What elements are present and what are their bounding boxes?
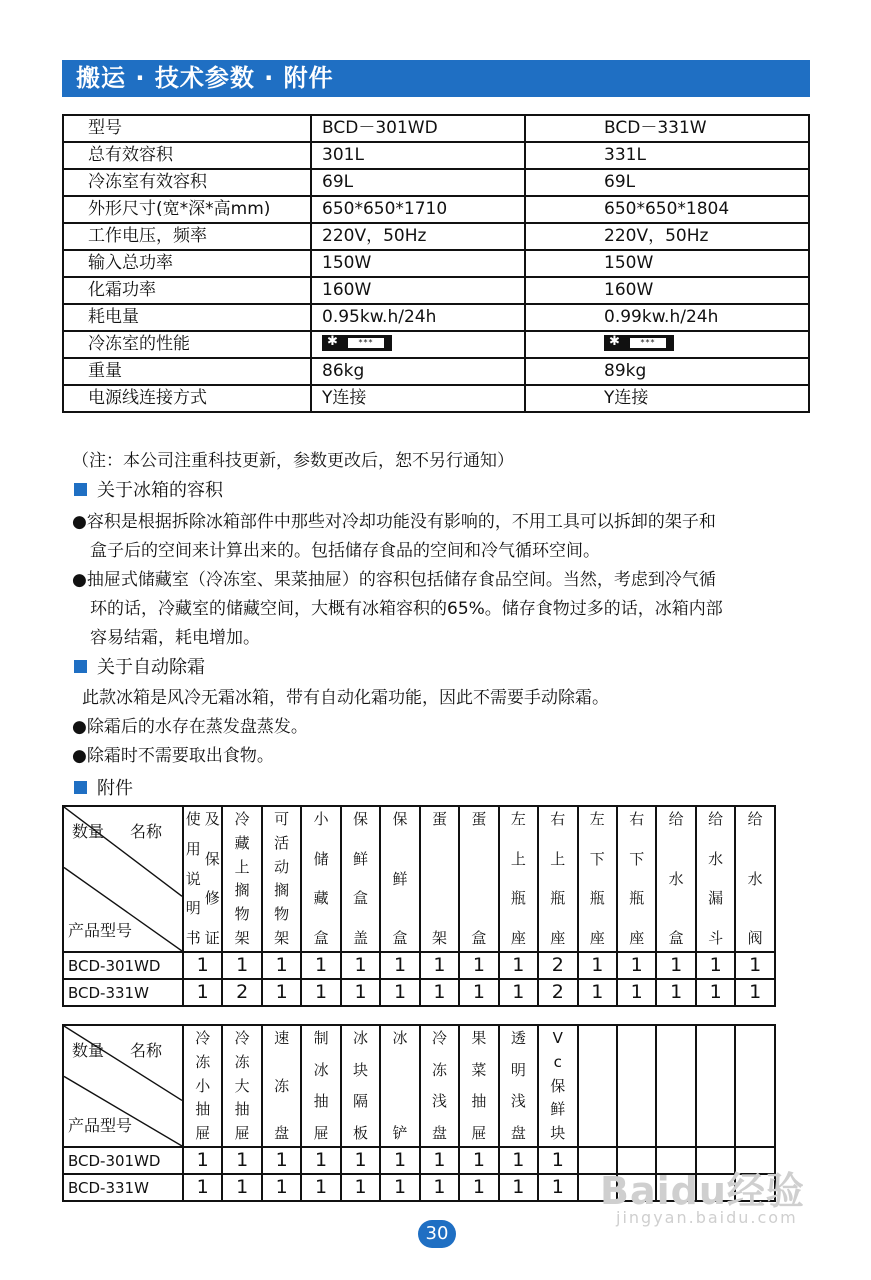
accessory-name-cell xyxy=(617,1025,656,1147)
accessory-name-cell xyxy=(262,806,301,952)
accessory-name xyxy=(736,1026,774,1146)
accessory-quantity: 1 xyxy=(420,1147,459,1174)
accessory-name-cell xyxy=(538,1025,577,1147)
accessory-name-cell xyxy=(301,806,340,952)
accessory-name: 冷 冻 小 抽 屉 xyxy=(195,1029,211,1142)
accessory-header-cell xyxy=(63,1025,183,1147)
star-small: *** xyxy=(348,338,384,348)
accessory-quantity: 1 xyxy=(183,1174,222,1201)
accessory-name-cell xyxy=(222,806,261,952)
accessory-quantity: 1 xyxy=(301,952,340,979)
accessory-quantity: 1 xyxy=(262,979,301,1006)
bullet-capacity-line-2: 盒子后的空间来计算出来的。包括储存食品的空间和冷气循环空间。 xyxy=(90,541,600,561)
accessory-name: 保 鲜 盒 xyxy=(392,810,408,947)
spec-label: 冷冻室的性能 xyxy=(63,331,311,358)
accessory-name: 左 上 瓶 座 xyxy=(510,810,526,947)
accessory-quantity: 1 xyxy=(341,1147,380,1174)
accessory-name-cell xyxy=(341,1025,380,1147)
accessory-quantity: 1 xyxy=(459,1174,498,1201)
spec-row xyxy=(63,169,809,196)
accessory-quantity: 1 xyxy=(222,952,261,979)
accessory-quantity: 1 xyxy=(341,952,380,979)
accessory-row xyxy=(63,952,775,979)
spec-value-bcd301wd: 301L xyxy=(311,142,525,169)
star-small: *** xyxy=(630,338,666,348)
bullet-capacity-line-1: ●容积是根据拆除冰箱部件中那些对冷却功能没有影响的，不用工具可以拆卸的架子和 xyxy=(72,512,716,532)
accessory-name: 小 储 藏 盒 xyxy=(313,810,329,947)
accessory-quantity: 1 xyxy=(696,979,735,1006)
accessory-header-cell xyxy=(63,806,183,952)
spec-row xyxy=(63,385,809,412)
spec-value-bcd301wd: 69L xyxy=(311,169,525,196)
square-bullet-icon xyxy=(74,483,87,496)
spec-label: 电源线连接方式 xyxy=(63,385,311,412)
accessory-name-cell xyxy=(578,806,617,952)
bullet-defrost-water: ●除霜后的水存在蒸发盘蒸发。 xyxy=(72,717,308,737)
accessory-name-cell xyxy=(380,806,419,952)
accessory-name: 果 菜 抽 屉 xyxy=(471,1029,487,1142)
accessory-name-cell xyxy=(459,806,498,952)
section-heading-accessories xyxy=(74,778,133,800)
accessory-quantity: 1 xyxy=(380,952,419,979)
note-text: （注：本公司注重科技更新，参数更改后，恕不另行通知） xyxy=(72,451,514,471)
spec-row xyxy=(63,304,809,331)
accessory-name-cell xyxy=(656,806,695,952)
header-name: 名称 xyxy=(130,822,163,841)
accessory-quantity: 2 xyxy=(538,979,577,1006)
accessory-quantity: 1 xyxy=(301,1147,340,1174)
spec-value-bcd301wd: 160W xyxy=(311,277,525,304)
spec-value-bcd331w: 89kg xyxy=(525,358,809,385)
spec-value-bcd331w: 69L xyxy=(525,169,809,196)
header-name: 名称 xyxy=(130,1041,163,1060)
accessory-name-cell xyxy=(341,806,380,952)
accessory-name-cell xyxy=(262,1025,301,1147)
accessory-header-row xyxy=(63,1025,775,1147)
header-model: 产品型号 xyxy=(68,921,133,940)
accessory-model: BCD-331W xyxy=(63,1174,183,1201)
accessory-quantity: 1 xyxy=(380,1147,419,1174)
accessory-name: 左 下 瓶 座 xyxy=(589,810,605,947)
accessory-quantity: 1 xyxy=(735,952,775,979)
spec-row xyxy=(63,331,809,358)
freezer-star-rating-icon xyxy=(604,335,674,351)
spec-value-bcd301wd: Y连接 xyxy=(311,385,525,412)
spec-value-bcd331w xyxy=(525,331,809,358)
spec-label: 输入总功率 xyxy=(63,250,311,277)
accessory-quantity: 1 xyxy=(499,1174,538,1201)
accessory-name: 保 鲜 盒 盖 xyxy=(353,810,369,947)
accessory-quantity: 1 xyxy=(420,952,459,979)
accessory-quantity: 1 xyxy=(459,979,498,1006)
section-heading-text: 关于冰箱的容积 xyxy=(97,480,223,501)
square-bullet-icon xyxy=(74,660,87,673)
accessory-name: 冷 冻 大 抽 屉 xyxy=(234,1029,250,1142)
square-bullet-icon xyxy=(74,781,87,794)
accessory-name: 右 下 瓶 座 xyxy=(629,810,645,947)
accessory-quantity: 1 xyxy=(420,979,459,1006)
accessory-name: 透 明 浅 盘 xyxy=(510,1029,526,1142)
accessory-name: 冰 块 隔 板 xyxy=(353,1029,369,1142)
accessory-table-1 xyxy=(62,805,776,1007)
accessory-quantity: 1 xyxy=(578,952,617,979)
watermark-logo: Baidu经验 xyxy=(600,1169,805,1213)
accessory-name-cell xyxy=(420,1025,459,1147)
accessory-name-cell xyxy=(222,1025,261,1147)
accessory-name-cell xyxy=(499,1025,538,1147)
spec-row xyxy=(63,115,809,142)
accessory-quantity: 2 xyxy=(538,952,577,979)
accessory-model: BCD-301WD xyxy=(63,952,183,979)
bullet-drawer-line-2: 环的话，冷藏室的储藏空间，大概有冰箱容积的65%。储存食物过多的话，冰箱内部 xyxy=(90,599,723,619)
defrost-paragraph: 此款冰箱是风冷无霜冰箱，带有自动化霜功能，因此不需要手动除霜。 xyxy=(82,688,609,708)
bullet-drawer-line-1: ●抽屉式储藏室（冷冻室、果菜抽屉）的容积包括储存食品空间。当然，考虑到冷气循 xyxy=(72,570,716,590)
accessory-quantity: 1 xyxy=(420,1174,459,1201)
star-big: ✱ xyxy=(327,334,338,349)
accessory-quantity: 1 xyxy=(696,952,735,979)
accessory-name: 制 冰 抽 屉 xyxy=(313,1029,329,1142)
spec-value-bcd301wd: 220V，50Hz xyxy=(311,223,525,250)
page-number: 30 xyxy=(418,1220,456,1248)
spec-value-bcd301wd: BCD－301WD xyxy=(311,115,525,142)
accessory-quantity: 1 xyxy=(222,1147,261,1174)
accessory-name: 蛋 架 xyxy=(431,810,447,947)
spec-value-bcd331w: 0.99kw.h/24h xyxy=(525,304,809,331)
accessory-name: 速 冻 盘 xyxy=(274,1029,290,1142)
accessory-quantity: 1 xyxy=(301,1174,340,1201)
star-big: ✱ xyxy=(609,334,620,349)
accessory-quantity: 1 xyxy=(222,1174,261,1201)
spec-value-bcd331w: Y连接 xyxy=(525,385,809,412)
header-model: 产品型号 xyxy=(68,1116,133,1135)
spec-label: 重量 xyxy=(63,358,311,385)
spec-row xyxy=(63,358,809,385)
spec-value-bcd301wd: 650*650*1710 xyxy=(311,196,525,223)
spec-table xyxy=(62,114,810,413)
accessory-quantity: 1 xyxy=(578,979,617,1006)
spec-value-bcd331w: 331L xyxy=(525,142,809,169)
accessory-name xyxy=(697,1026,734,1146)
accessory-model: BCD-331W xyxy=(63,979,183,1006)
spec-row xyxy=(63,223,809,250)
spec-label: 化霜功率 xyxy=(63,277,311,304)
accessory-row xyxy=(63,979,775,1006)
accessory-quantity: 1 xyxy=(183,952,222,979)
accessory-name: 给 水 漏 斗 xyxy=(708,810,724,947)
spec-row xyxy=(63,196,809,223)
spec-value-bcd301wd: 0.95kw.h/24h xyxy=(311,304,525,331)
accessory-quantity: 1 xyxy=(262,1174,301,1201)
accessory-quantity: 1 xyxy=(656,979,695,1006)
accessory-quantity: 1 xyxy=(538,1147,577,1174)
spec-value-bcd331w: 160W xyxy=(525,277,809,304)
accessory-quantity: 1 xyxy=(499,952,538,979)
accessory-name-cell xyxy=(696,1025,735,1147)
spec-label: 耗电量 xyxy=(63,304,311,331)
accessory-name: 给 水 阀 xyxy=(747,810,763,947)
section-heading-text: 关于自动除霜 xyxy=(97,657,205,678)
accessory-name-cell xyxy=(301,1025,340,1147)
freezer-star-rating-icon xyxy=(322,335,392,351)
accessory-quantity: 1 xyxy=(341,1174,380,1201)
accessory-name-cell xyxy=(380,1025,419,1147)
accessory-name-cell xyxy=(538,806,577,952)
accessory-quantity: 1 xyxy=(301,979,340,1006)
accessory-quantity: 1 xyxy=(499,979,538,1006)
accessory-name-cell xyxy=(578,1025,617,1147)
bullet-defrost-food: ●除霜时不需要取出食物。 xyxy=(72,746,274,766)
accessory-quantity: 1 xyxy=(341,979,380,1006)
spec-label: 外形尺寸(宽*深*高mm) xyxy=(63,196,311,223)
spec-row xyxy=(63,142,809,169)
spec-value-bcd331w: 150W xyxy=(525,250,809,277)
accessory-name: V c 保 鲜 块 xyxy=(550,1029,566,1142)
accessory-name-cell xyxy=(696,806,735,952)
accessory-model: BCD-301WD xyxy=(63,1147,183,1174)
accessory-quantity: 1 xyxy=(617,979,656,1006)
accessory-quantity: 1 xyxy=(735,979,775,1006)
accessory-name: 使 用 说 明 书 及 保 修 证 xyxy=(185,810,220,947)
accessory-name-cell xyxy=(656,1025,695,1147)
section-heading-text: 附件 xyxy=(97,778,133,799)
accessory-name: 可 活 动 搁 物 架 xyxy=(274,810,290,947)
accessory-name xyxy=(618,1026,655,1146)
accessory-quantity: 1 xyxy=(380,979,419,1006)
section-title-bar xyxy=(62,60,810,97)
spec-value-bcd331w: 220V，50Hz xyxy=(525,223,809,250)
accessory-quantity: 1 xyxy=(183,1147,222,1174)
accessory-name-cell xyxy=(183,1025,222,1147)
accessory-quantity: 1 xyxy=(538,1174,577,1201)
accessory-name-cell xyxy=(735,1025,775,1147)
accessory-quantity: 1 xyxy=(499,1147,538,1174)
accessory-quantity: 1 xyxy=(262,1147,301,1174)
spec-label: 工作电压，频率 xyxy=(63,223,311,250)
accessory-name: 冰 铲 xyxy=(392,1029,408,1142)
accessory-header-row xyxy=(63,806,775,952)
spec-label: 冷冻室有效容积 xyxy=(63,169,311,196)
section-heading-defrost xyxy=(74,657,205,679)
accessory-name: 给 水 盒 xyxy=(668,810,684,947)
accessory-quantity: 1 xyxy=(617,952,656,979)
bullet-drawer-line-3: 容易结霜，耗电增加。 xyxy=(90,628,260,648)
header-qty: 数量 xyxy=(72,822,105,841)
accessory-name xyxy=(657,1026,694,1146)
accessory-name xyxy=(579,1026,616,1146)
accessory-name: 冷 藏 上 搁 物 架 xyxy=(234,810,250,947)
accessory-quantity: 1 xyxy=(262,952,301,979)
spec-row xyxy=(63,277,809,304)
accessory-name-cell xyxy=(735,806,775,952)
spec-row xyxy=(63,250,809,277)
spec-value-bcd331w: 650*650*1804 xyxy=(525,196,809,223)
spec-value-bcd301wd xyxy=(311,331,525,358)
spec-value-bcd301wd: 86kg xyxy=(311,358,525,385)
accessory-name-cell xyxy=(617,806,656,952)
accessory-name: 蛋 盒 xyxy=(471,810,487,947)
accessory-name-cell xyxy=(183,806,222,952)
accessory-name: 冷 冻 浅 盘 xyxy=(431,1029,447,1142)
accessory-quantity: 1 xyxy=(380,1174,419,1201)
accessory-quantity: 1 xyxy=(459,1147,498,1174)
spec-label: 型号 xyxy=(63,115,311,142)
spec-value-bcd301wd: 150W xyxy=(311,250,525,277)
accessory-quantity: 1 xyxy=(459,952,498,979)
accessory-name-cell xyxy=(420,806,459,952)
spec-value-bcd331w: BCD－331W xyxy=(525,115,809,142)
accessory-quantity: 1 xyxy=(183,979,222,1006)
header-qty: 数量 xyxy=(72,1041,105,1060)
accessory-name-cell xyxy=(459,1025,498,1147)
accessory-quantity: 1 xyxy=(656,952,695,979)
section-heading-capacity xyxy=(74,480,223,502)
watermark-url: jingyan.baidu.com xyxy=(616,1208,798,1227)
spec-label: 总有效容积 xyxy=(63,142,311,169)
accessory-name-cell xyxy=(499,806,538,952)
accessory-name: 右 上 瓶 座 xyxy=(550,810,566,947)
page-title: 搬运 · 技术参数 · 附件 xyxy=(76,64,334,92)
accessory-quantity: 2 xyxy=(222,979,261,1006)
